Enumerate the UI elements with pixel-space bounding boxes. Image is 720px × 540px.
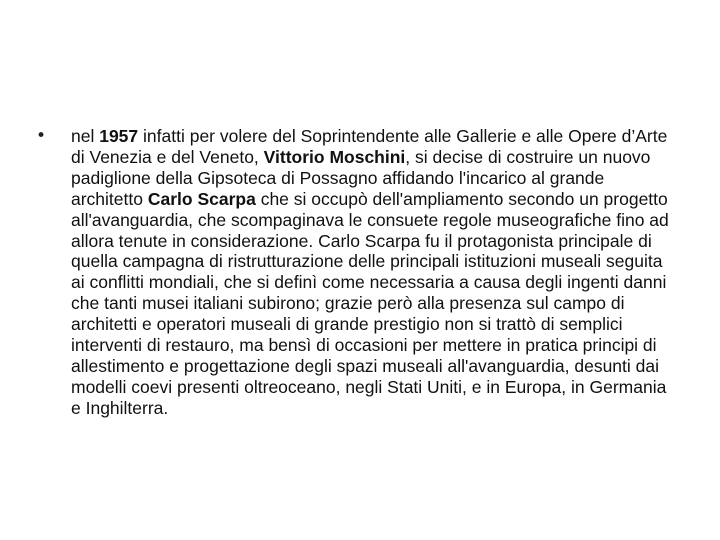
bullet-text [71,126,669,418]
bold-name-moschini: Vittorio Moschini [263,146,406,167]
text-segment: , si decise di costruire un nuovo padiglione della Gipsoteca di Possagno affidando l'incarico al grande architetto [71,146,651,209]
text-segment: nel [71,126,100,146]
bold-name-scarpa: Carlo Scarpa [147,188,256,209]
text-segment: infatti per volere del Soprintendente alle Gallerie e alle Opere d’Arte di Venezia e del Veneto, [71,126,668,167]
bullet-item [36,126,676,419]
bold-year: 1957 [99,126,139,146]
bullet-point-icon: • [36,126,47,146]
bullet-list [36,126,676,419]
text-segment: che si occupò dell'ampliamento secondo un progetto all'avanguardia, che scompaginava le consuete regole museografiche fino ad allora tenute in considerazione. Carlo Scarpa fu il protagonista principale di quella campagna di ristrutturazione delle principali istituzioni museali seguita ai conflitti mondiali, che si definì come necessaria a causa degli ingenti danni che tanti musei italiani subirono; grazie però alla presenza sul campo di architetti e operatori museali di grande prestigio non si trattò di semplici interventi di restauro, ma bensì di occasioni per mettere in pratica principi di allestimento e progettazione degli spazi museali all'avanguardia, desunti dai modelli coevi presenti oltreoceano, negli Stati Uniti, e in Europa, in Germania e Inghilterra. [71,188,669,418]
